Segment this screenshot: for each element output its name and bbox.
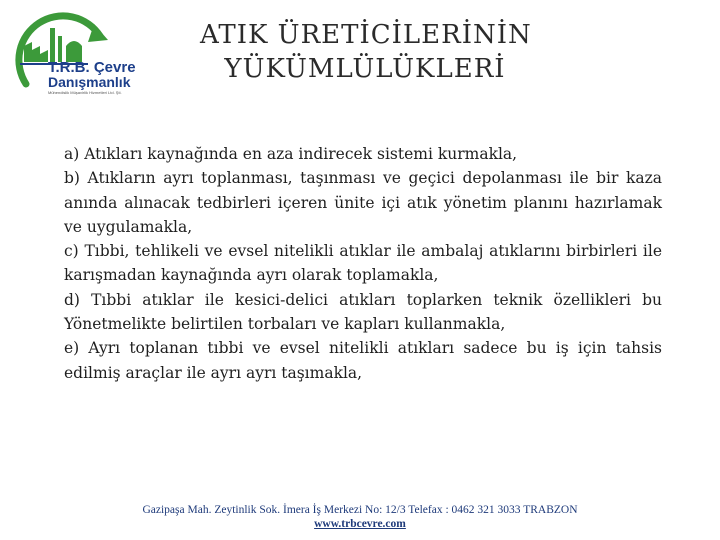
footer-address: Gazipaşa Mah. Zeytinlik Sok. İmera İş Merkezi No: 12/3 Telefax : 0462 321 3033 TRABZON [142,504,578,516]
list-item-e: e) Ayrı toplanan tıbbi ve evsel nitelikli atıkları sadece bu iş için tahsis edilmiş araçlar ile ayrı ayrı taşımakla, [64,339,662,382]
list-item-a: a) Atıkları kaynağında en aza indirecek sistemi kurmakla, [64,145,518,163]
obligations-list [64,142,662,385]
list-item-c: c) Tıbbi, tehlikeli ve evsel nitelikli atıklar ile ambalaj atıklarını birbirleri ile karışmadan kaynağında ayrı olarak toplamakla, [64,242,662,285]
title-line-1: ATIK ÜRETİCİLERİNİN [200,20,532,50]
logo-text [48,60,142,95]
logo-tagline: Mühendislik Müşavirlik Hizmetleri Ltd. Şti. [48,90,122,95]
list-item-b: b) Atıkların ayrı toplanması, taşınması ve geçici depolanması ile bir kaza anında alınacak tedbirleri içeren ünite içi atık yönetim planını hazırlamak ve uygulamakla, [64,169,662,236]
logo-company-name: T.R.B. Çevre [48,59,136,76]
footer [0,503,720,531]
logo-company-subtitle: Danışmanlık [48,74,131,90]
list-item-d: d) Tıbbi atıklar ile kesici-delici atıkları toplarken teknik özellikleri bu Yönetmelikte belirtilen torbaları ve kapları kullanmakla, [64,290,662,334]
title-line-2: YÜKÜMLÜLÜKLERİ [224,54,506,84]
slide-title [200,18,530,86]
website-link[interactable]: www.trbcevre.com [314,518,406,530]
company-logo [4,6,144,98]
